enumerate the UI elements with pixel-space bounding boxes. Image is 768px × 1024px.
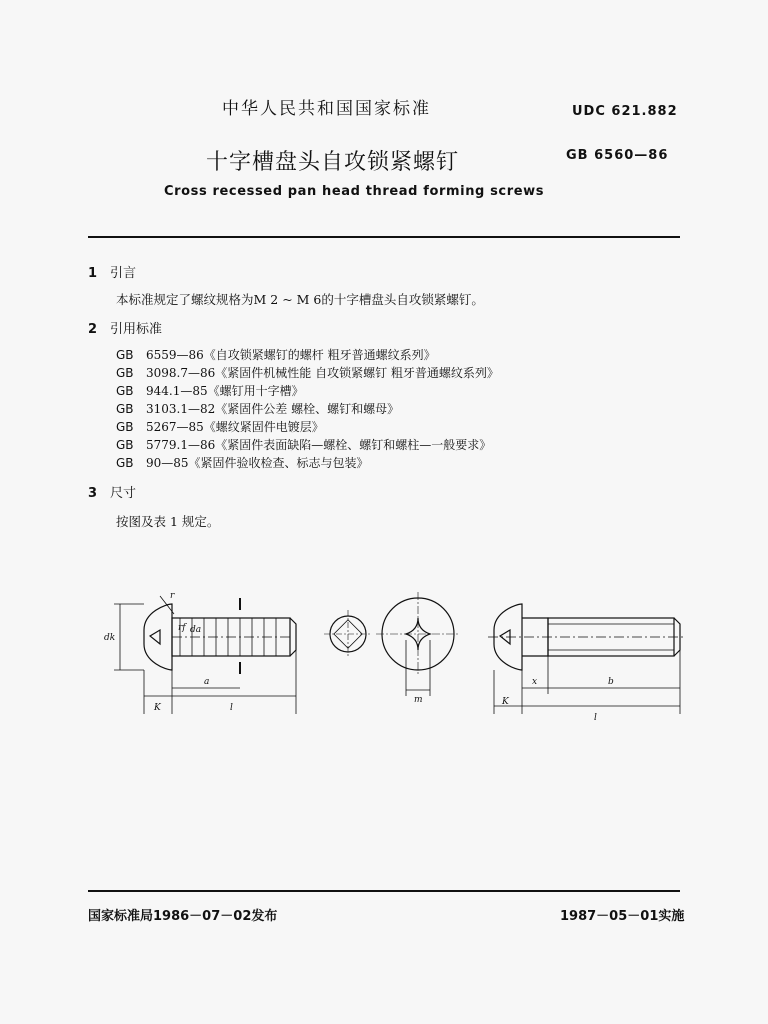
reference-text: 90—85《紧固件验收检查、标志与包装》 (146, 456, 369, 470)
standard-number: GB 6560—86 (566, 148, 669, 163)
section-3-heading (88, 482, 136, 501)
label-l: l (230, 703, 233, 713)
side-view-screw (144, 598, 296, 674)
section-1-heading (88, 262, 136, 281)
label-da: da (190, 625, 202, 635)
section-number: 1 (88, 266, 98, 281)
section-2-heading (88, 318, 162, 337)
reference-item (116, 346, 436, 363)
title-chinese: 十字槽盘头自攻锁紧螺钉 (206, 150, 460, 175)
label-l-external: l (594, 713, 597, 723)
screw-technical-drawing (100, 584, 690, 734)
footer-divider (88, 890, 680, 892)
title-english: Cross recessed pan head thread forming screws (164, 184, 545, 199)
label-m: m (414, 695, 423, 705)
reference-code: GB (116, 366, 134, 380)
reference-item (116, 436, 491, 453)
label-x: x (532, 677, 538, 687)
header-divider (88, 236, 680, 238)
reference-item (116, 400, 399, 417)
reference-text: 6559—86《自攻锁紧螺钉的螺杆 粗牙普通螺纹系列》 (146, 348, 436, 362)
reference-code: GB (116, 348, 134, 362)
reference-item (116, 382, 304, 399)
issuing-organization: 中华人民共和国国家标准 (222, 99, 431, 119)
reference-code: GB (116, 402, 134, 416)
section-title: 引用标准 (110, 322, 163, 337)
external-view-screw (488, 604, 684, 670)
reference-code: GB (116, 420, 134, 434)
dimension-labels (104, 591, 614, 723)
section-1-body: 本标准规定了螺纹规格为M 2 ~ M 6的十字槽盘头自攻锁紧螺钉。 (116, 292, 484, 307)
reference-code: GB (116, 438, 134, 452)
side-view-dimensions (114, 596, 296, 714)
reference-item (116, 454, 369, 471)
issue-date: 国家标准局1986－07－02发布 (88, 909, 278, 924)
section-title: 尺寸 (110, 486, 137, 501)
label-b: b (608, 677, 614, 687)
reference-text: 5779.1—86《紧固件表面缺陷—螺栓、螺钉和螺柱—一般要求》 (146, 438, 492, 452)
reference-item (116, 418, 324, 435)
label-k-external: K (502, 697, 509, 707)
thread-section-view (324, 610, 372, 658)
effective-date: 1987－05－01实施 (560, 909, 685, 924)
label-k: K (154, 703, 161, 713)
label-dk: dk (104, 633, 116, 643)
section-title: 引言 (110, 266, 137, 281)
reference-text: 5267—85《螺纹紧固件电镀层》 (146, 420, 324, 434)
label-a: a (204, 677, 210, 687)
section-number: 2 (88, 322, 98, 337)
section-number: 3 (88, 486, 98, 501)
head-top-view (376, 592, 460, 696)
label-r: r (170, 591, 175, 601)
label-rf: rf (178, 623, 186, 633)
reference-text: 3103.1—82《紧固件公差 螺栓、螺钉和螺母》 (146, 402, 400, 416)
reference-code: GB (116, 456, 134, 470)
udc-number: UDC 621.882 (572, 104, 678, 119)
reference-text: 3098.7—86《紧固件机械性能 自攻锁紧螺钉 粗牙普通螺纹系列》 (146, 366, 499, 380)
reference-text: 944.1—85《螺钉用十字槽》 (146, 384, 304, 398)
section-3-body: 按图及表 1 规定。 (116, 514, 220, 529)
reference-item (116, 364, 499, 381)
reference-code: GB (116, 384, 134, 398)
